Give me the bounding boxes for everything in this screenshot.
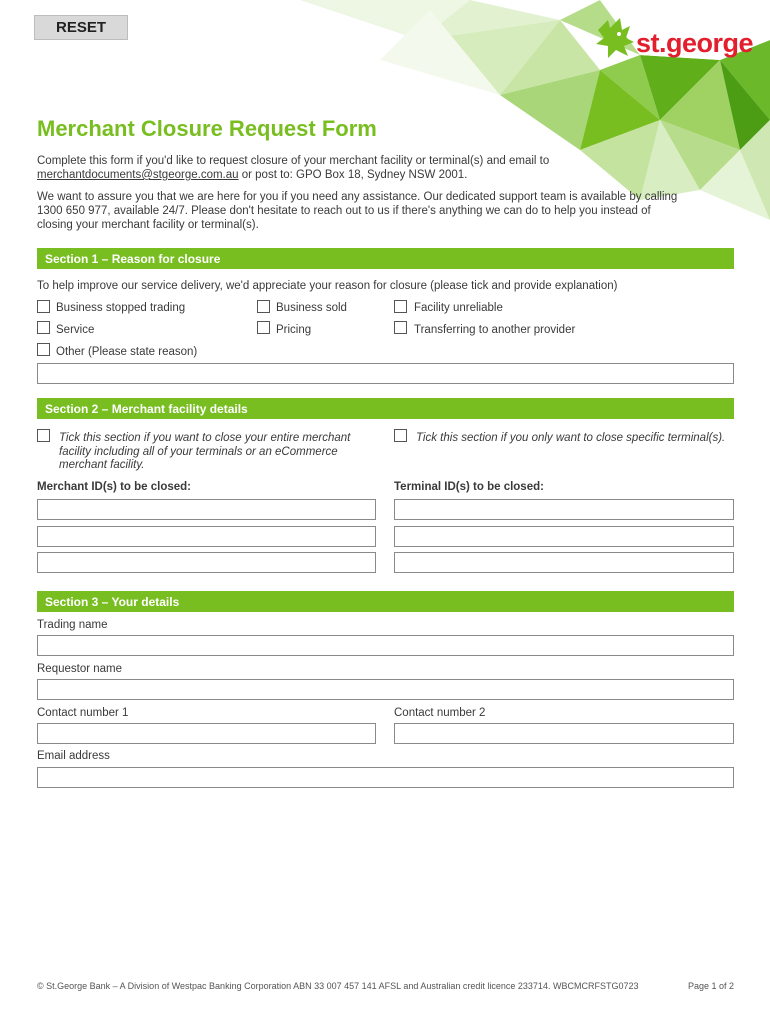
contact-number-1-label: Contact number 1	[37, 707, 129, 719]
trading-name-label: Trading name	[37, 619, 108, 631]
page-number: Page 1 of 2	[688, 981, 735, 991]
label-pricing: Pricing	[276, 324, 312, 336]
trading-name-input[interactable]	[37, 635, 734, 656]
label-business-sold: Business sold	[276, 302, 347, 314]
email-link[interactable]: merchantdocuments@stgeorge.com.au	[37, 169, 239, 181]
section-3-header: Section 3 – Your details	[37, 591, 734, 612]
email-address-input[interactable]	[37, 767, 734, 788]
label-transferring: Transferring to another provider	[414, 324, 576, 336]
merchant-id-field-2[interactable]	[37, 526, 376, 547]
other-reason-input[interactable]	[37, 363, 734, 384]
merchant-id-field-1[interactable]	[37, 499, 376, 520]
label-business-stopped-trading: Business stopped trading	[56, 302, 186, 314]
checkbox-service[interactable]	[37, 321, 50, 334]
checkbox-business-sold[interactable]	[257, 300, 270, 313]
section-2-header: Section 2 – Merchant facility details	[37, 398, 734, 419]
intro-paragraph-1	[37, 154, 697, 182]
requestor-name-input[interactable]	[37, 679, 734, 700]
section-1-header: Section 1 – Reason for closure	[37, 248, 734, 269]
intro-paragraph-2: We want to assure you that we are here for you if you need any assistance. Our dedicated support team is available by calling 1300 650 977, available 24/7. Please don't hesitate to reach out to us if there's anything we can do to help you instead of closing your merchant facility or terminal(s).	[37, 191, 678, 231]
intro-line2: or post to: GPO Box 18, Sydney NSW 2001.	[238, 169, 468, 181]
checkbox-close-specific-terminals[interactable]	[394, 429, 407, 442]
terminal-ids-label: Terminal ID(s) to be closed:	[394, 481, 544, 493]
terminal-id-field-1[interactable]	[394, 499, 734, 520]
brand-logo-text: st.george	[636, 28, 754, 58]
terminal-id-field-3[interactable]	[394, 552, 734, 573]
checkbox-transferring[interactable]	[394, 321, 407, 334]
label-close-entire-facility: Tick this section if you want to close your entire merchant facility including all of your terminals or an eCommerce merchant facility.	[59, 432, 351, 471]
contact-number-1-input[interactable]	[37, 723, 376, 744]
checkbox-pricing[interactable]	[257, 321, 270, 334]
label-close-specific-terminals: Tick this section if you only want to close specific terminal(s).	[416, 432, 726, 444]
page-title: Merchant Closure Request Form	[37, 116, 377, 141]
label-service: Service	[56, 324, 95, 336]
contact-number-2-label: Contact number 2	[394, 707, 486, 719]
label-facility-unreliable: Facility unreliable	[414, 302, 503, 314]
checkbox-other[interactable]	[37, 343, 50, 356]
checkbox-business-stopped-trading[interactable]	[37, 300, 50, 313]
merchant-ids-label: Merchant ID(s) to be closed:	[37, 481, 191, 493]
checkbox-close-entire-facility[interactable]	[37, 429, 50, 442]
label-other: Other (Please state reason)	[56, 346, 198, 358]
contact-number-2-input[interactable]	[394, 723, 734, 744]
email-address-label: Email address	[37, 750, 110, 762]
terminal-id-field-2[interactable]	[394, 526, 734, 547]
requestor-name-label: Requestor name	[37, 663, 123, 675]
footer-legal: © St.George Bank – A Division of Westpac Banking Corporation ABN 33 007 457 141 AFSL and Australian credit licence 233714. WBCMCRFSTG0723	[37, 981, 639, 991]
merchant-id-field-3[interactable]	[37, 552, 376, 573]
checkbox-facility-unreliable[interactable]	[394, 300, 407, 313]
intro-line1: Complete this form if you'd like to request closure of your merchant facility or terminal(s) and email to	[37, 155, 550, 167]
section-1-prompt: To help improve our service delivery, we'd appreciate your reason for closure (please tick and provide explanation)	[37, 280, 618, 292]
reset-button[interactable]: RESET	[34, 15, 128, 40]
